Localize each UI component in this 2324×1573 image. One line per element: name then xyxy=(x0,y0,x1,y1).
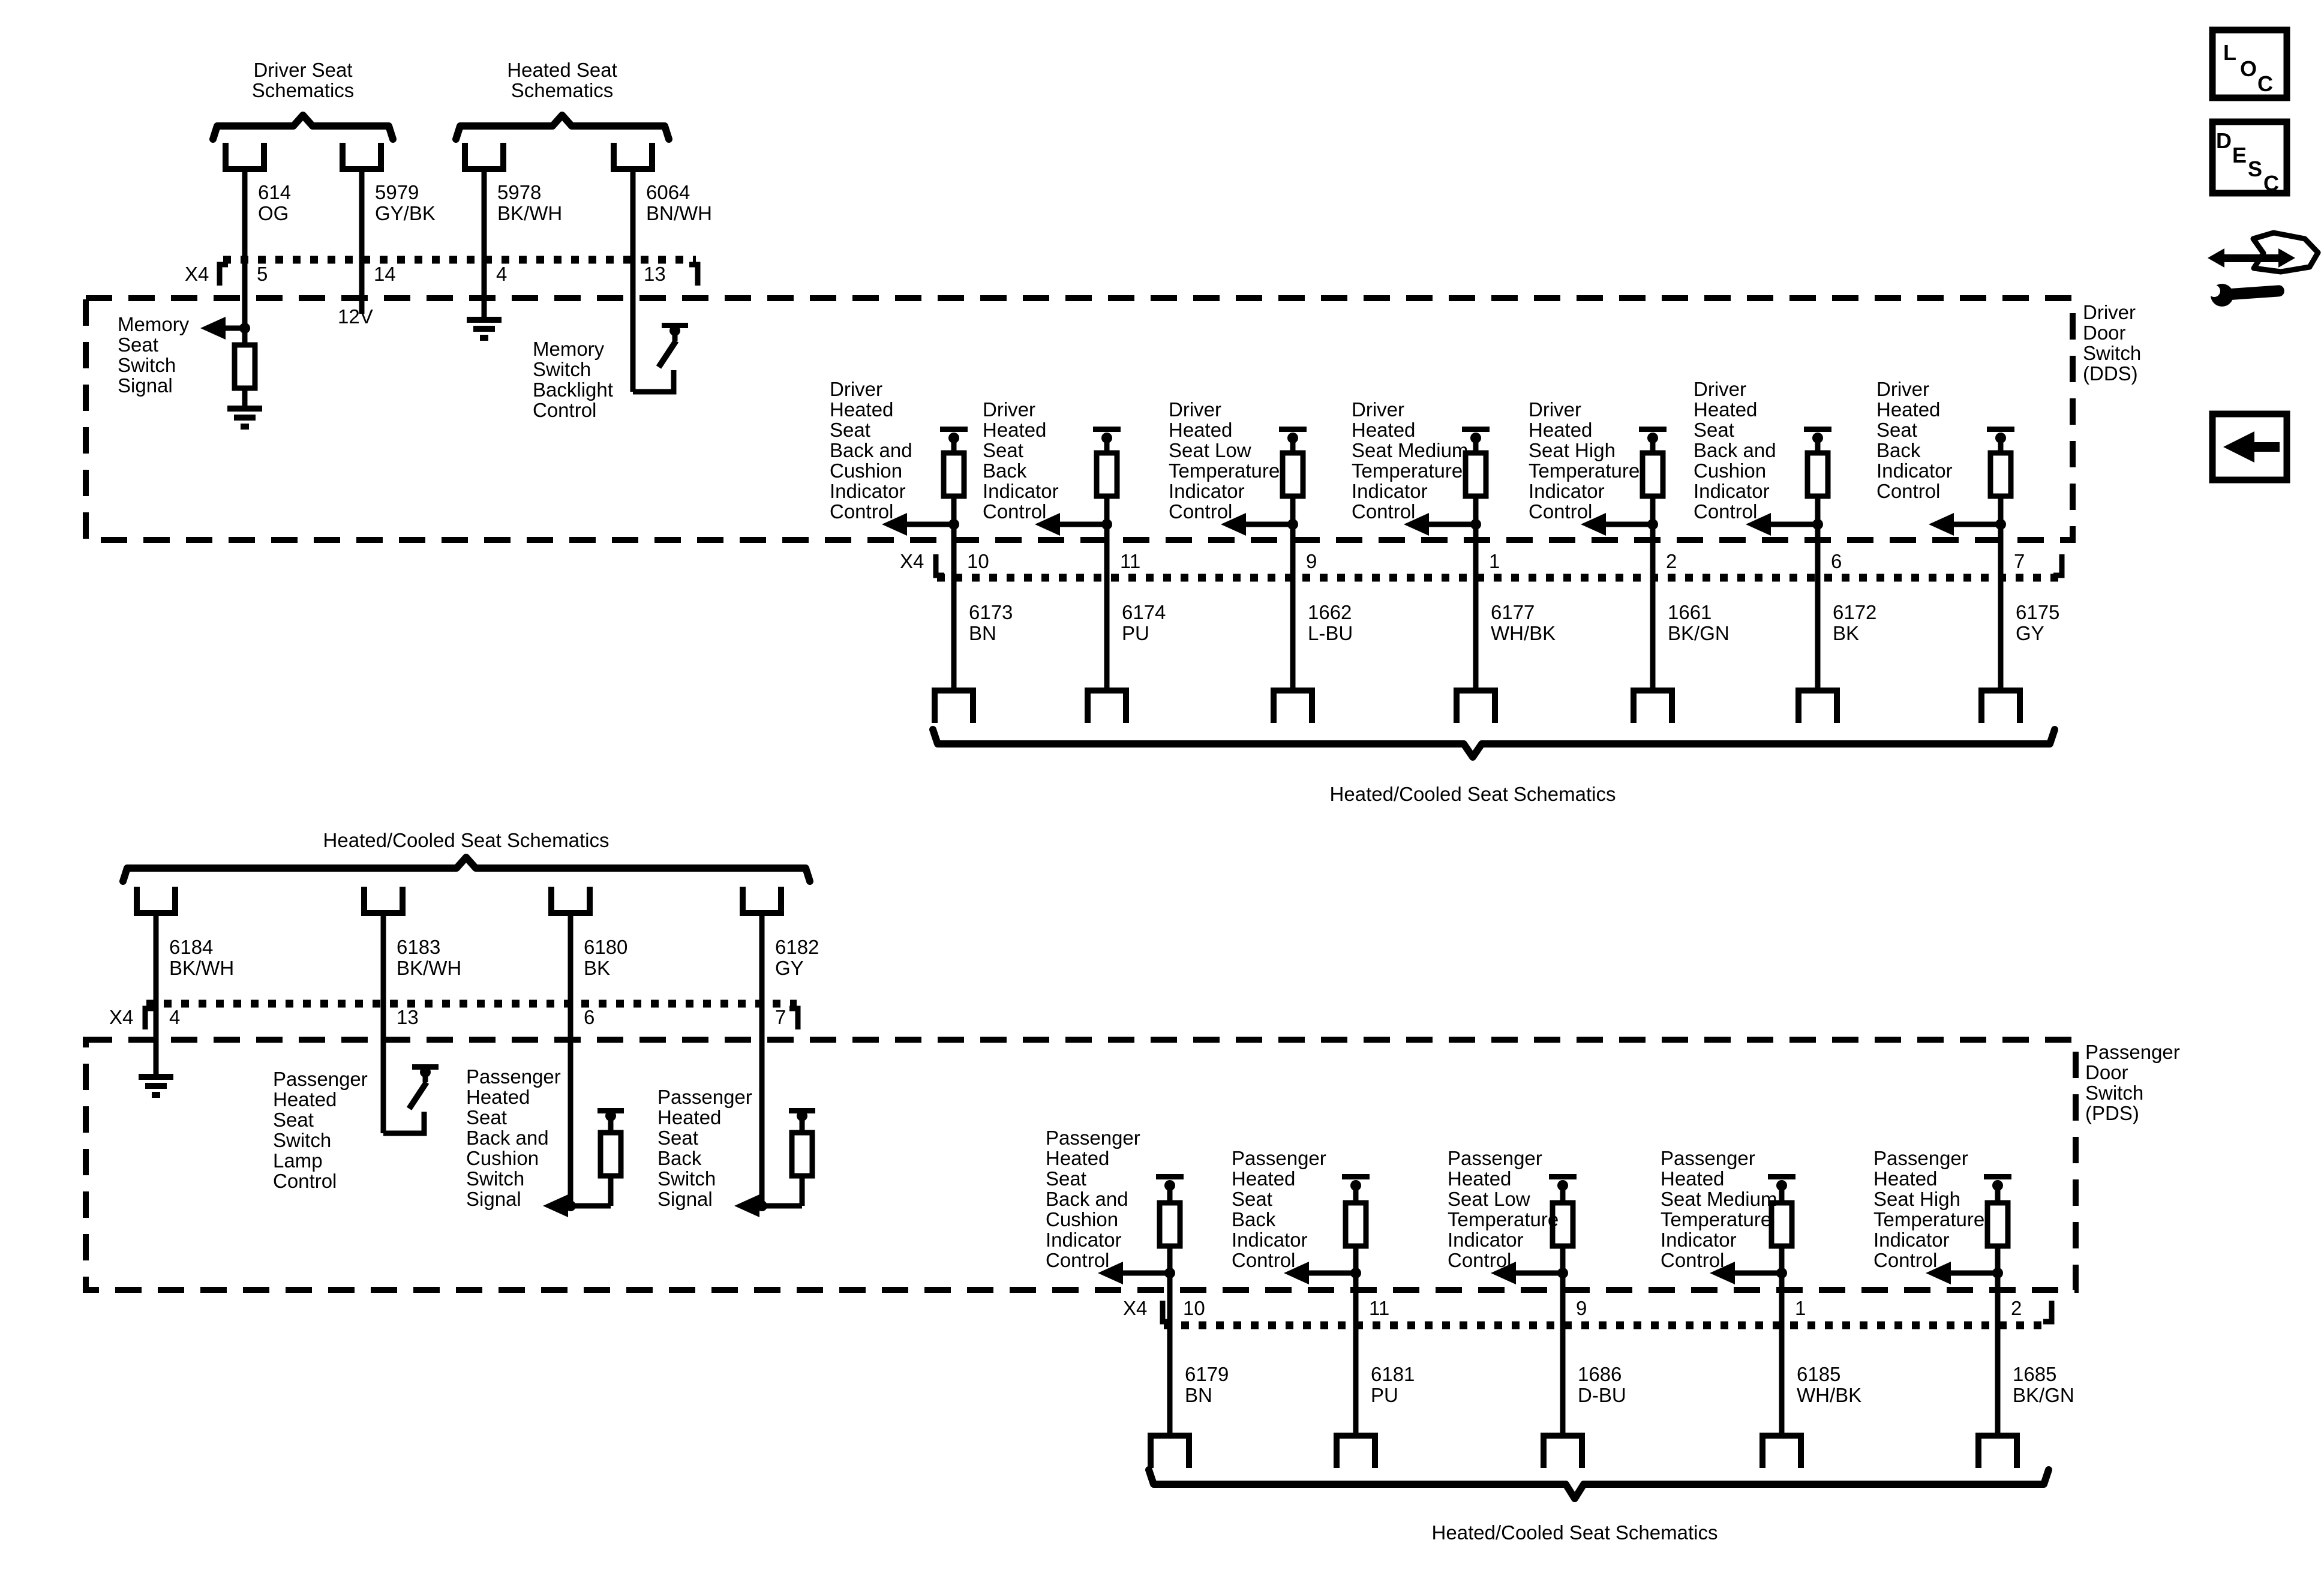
svg-text:D-BU: D-BU xyxy=(1578,1384,1626,1406)
svg-text:10: 10 xyxy=(1183,1297,1205,1319)
svg-text:6174: 6174 xyxy=(1122,601,1166,623)
svg-text:GY: GY xyxy=(2016,622,2044,644)
svg-text:6177: 6177 xyxy=(1491,601,1535,623)
heated-seat-brace xyxy=(456,115,669,139)
svg-text:6184: 6184 xyxy=(169,936,214,958)
svg-text:MemorySwitchBacklightControl: Memory Switch Backlight Control xyxy=(533,338,613,421)
svg-text:6181: 6181 xyxy=(1371,1363,1415,1385)
heated-cooled-seat-schematics-label: Heated/Cooled Seat Schematics xyxy=(1431,1521,1718,1544)
svg-text:C: C xyxy=(2257,71,2273,96)
wire-number: 5978 xyxy=(497,181,542,203)
svg-text:4: 4 xyxy=(169,1006,181,1028)
feed-column xyxy=(343,143,436,314)
svg-text:9: 9 xyxy=(1576,1297,1587,1319)
svg-text:PassengerHeatedSeat LowTempera: Passenger Heated Seat Low Temperature Indicator Control xyxy=(1448,1147,1559,1271)
indicator-column xyxy=(1694,378,1876,723)
passenger-back-cushion-switch-signal xyxy=(466,1065,624,1217)
svg-text:BK: BK xyxy=(1833,622,1860,644)
indicator-column xyxy=(1352,398,1556,723)
ground-icon xyxy=(467,320,502,338)
svg-text:11: 11 xyxy=(1120,550,1141,572)
svg-text:PU: PU xyxy=(1122,622,1149,644)
svg-text:DriverHeatedSeat LowTemperatur: Driver Heated Seat Low Temperature Indicator Control xyxy=(1169,398,1280,523)
ground-icon xyxy=(227,409,262,427)
indicator-column xyxy=(983,398,1166,723)
svg-text:DriverHeatedSeat MediumTempera: Driver Heated Seat Medium Temperature Indicator Control xyxy=(1352,398,1469,523)
svg-text:9: 9 xyxy=(1306,550,1317,572)
svg-text:WH/BK: WH/BK xyxy=(1797,1384,1862,1406)
connector-label-x4: X4 xyxy=(1123,1297,1148,1319)
resistor xyxy=(235,345,255,388)
connector-label-x4: X4 xyxy=(185,263,209,285)
svg-text:6183: 6183 xyxy=(397,936,441,958)
heated-cooled-seat-schematics-label: Heated/Cooled Seat Schematics xyxy=(1329,783,1616,805)
heated-cooled-brace xyxy=(1149,1470,2049,1499)
svg-text:E: E xyxy=(2232,143,2247,167)
svg-text:BK: BK xyxy=(584,957,611,979)
svg-text:11: 11 xyxy=(1369,1297,1390,1319)
pin-number: 5 xyxy=(257,263,268,285)
left-arrow-icon xyxy=(1929,513,1954,536)
pin-number: 13 xyxy=(644,263,666,285)
svg-text:1: 1 xyxy=(1795,1297,1806,1319)
wire-number: 614 xyxy=(258,181,292,203)
back-arrow-button[interactable] xyxy=(2212,414,2287,480)
feed-column xyxy=(226,143,291,345)
indicator-column xyxy=(1873,1147,2074,1468)
svg-text:6175: 6175 xyxy=(2016,601,2060,623)
svg-text:1661: 1661 xyxy=(1668,601,1712,623)
pin-number: 14 xyxy=(374,263,396,285)
svg-text:2: 2 xyxy=(1666,550,1677,572)
heated-seat-schematics-label: Heated Seat Schematics xyxy=(507,59,617,101)
svg-text:DriverHeatedSeatBackIndicatorC: Driver Heated Seat Back Indicator Control xyxy=(983,398,1059,523)
heated-cooled-brace xyxy=(933,730,2055,757)
loc-button[interactable] xyxy=(2212,30,2287,98)
svg-text:7: 7 xyxy=(2014,550,2025,572)
switch-blade-icon xyxy=(659,341,676,367)
driver-door-switch-box xyxy=(86,298,2073,540)
svg-text:DriverHeatedSeatBack andCushio: Driver Heated Seat Back and Cushion Indicator Control xyxy=(830,378,912,523)
svg-text:6172: 6172 xyxy=(1833,601,1877,623)
svg-text:6: 6 xyxy=(584,1006,595,1028)
svg-text:PassengerHeatedSeat HighTemper: Passenger Heated Seat High Temperature Indicator Control xyxy=(1873,1147,1985,1271)
connector-label-x4: X4 xyxy=(109,1006,134,1028)
svg-text:1685: 1685 xyxy=(2013,1363,2057,1385)
pin-number: 4 xyxy=(496,263,508,285)
svg-text:DriverHeatedSeat HighTemperatu: Driver Heated Seat High Temperature Indicator Control xyxy=(1529,398,1640,523)
indicator-column xyxy=(1876,378,2059,723)
svg-text:6182: 6182 xyxy=(775,936,819,958)
memory-seat-switch-signal xyxy=(118,313,262,427)
passenger-heated-seat-switch-lamp-control xyxy=(273,1064,439,1192)
svg-text:6: 6 xyxy=(1831,550,1842,572)
svg-text:BK/WH: BK/WH xyxy=(397,957,462,979)
wire-number: 6064 xyxy=(646,181,690,203)
svg-text:D: D xyxy=(2216,128,2232,153)
driver-seat-schematics-label: Driver Seat Schematics xyxy=(251,59,355,101)
svg-text:PassengerHeatedSeatSwitchLampC: Passenger Heated Seat Switch Lamp Control xyxy=(273,1068,368,1192)
desc-button[interactable] xyxy=(2212,122,2287,196)
wire-color: GY/BK xyxy=(375,202,436,224)
wire-color: BN/WH xyxy=(646,202,712,224)
svg-text:L-BU: L-BU xyxy=(1308,622,1353,644)
left-arrow-icon xyxy=(200,317,226,340)
svg-text:MemorySeatSwitchSignal: Memory Seat Switch Signal xyxy=(118,313,190,397)
feed-column xyxy=(465,143,562,320)
heated-cooled-brace xyxy=(123,857,810,881)
svg-text:L: L xyxy=(2223,40,2236,65)
driver-seat-brace xyxy=(213,115,393,139)
left-arrow-icon xyxy=(734,1194,759,1217)
svg-text:BK/WH: BK/WH xyxy=(169,957,235,979)
svg-text:13: 13 xyxy=(397,1006,419,1028)
feed-column xyxy=(364,887,461,1133)
svg-text:6179: 6179 xyxy=(1185,1363,1229,1385)
svg-text:GY: GY xyxy=(775,957,804,979)
switch-blade-icon xyxy=(409,1082,427,1109)
left-arrow-icon xyxy=(543,1194,568,1217)
indicator-column xyxy=(1169,398,1353,723)
svg-text:1662: 1662 xyxy=(1308,601,1352,623)
svg-text:PassengerHeatedSeatBackSwitchS: Passenger Heated Seat Back Switch Signal xyxy=(657,1086,752,1210)
heated-cooled-seat-schematics-label: Heated/Cooled Seat Schematics xyxy=(323,829,609,851)
ground-icon xyxy=(139,1077,173,1095)
svg-text:2: 2 xyxy=(2011,1297,2022,1319)
svg-text:DriverHeatedSeatBack andCushio: Driver Heated Seat Back and Cushion Indicator Control xyxy=(1694,378,1776,523)
svg-text:10: 10 xyxy=(967,550,989,572)
indicator-column xyxy=(1448,1147,1626,1468)
svg-text:C: C xyxy=(2263,171,2279,196)
svg-text:WH/BK: WH/BK xyxy=(1491,622,1556,644)
feed-column xyxy=(137,887,234,1077)
svg-text:PassengerHeatedSeatBackIndicat: Passenger Heated Seat Back Indicator Control xyxy=(1232,1147,1326,1271)
wire-color: BK/WH xyxy=(497,202,563,224)
svg-text:BK/GN: BK/GN xyxy=(1668,622,1730,644)
indicator-column xyxy=(1661,1147,1861,1468)
connector-label-x4: X4 xyxy=(900,550,924,572)
svg-text:BN: BN xyxy=(969,622,996,644)
svg-text:O: O xyxy=(2240,56,2257,81)
svg-text:7: 7 xyxy=(775,1006,786,1028)
svg-text:6173: 6173 xyxy=(969,601,1013,623)
svg-text:1: 1 xyxy=(1489,550,1500,572)
svg-text:BN: BN xyxy=(1185,1384,1212,1406)
wrench-glyph xyxy=(2203,284,2284,307)
svg-text:DriverHeatedSeatBackIndicatorC: Driver Heated Seat Back Indicator Control xyxy=(1876,378,1953,502)
wire-color: OG xyxy=(258,202,289,224)
svg-text:BK/GN: BK/GN xyxy=(2013,1384,2074,1406)
indicator-column xyxy=(1232,1147,1415,1468)
svg-text:PassengerHeatedSeatBack andCus: Passenger Heated Seat Back and Cushion Switch Signal xyxy=(466,1065,561,1210)
svg-text:6180: 6180 xyxy=(584,936,628,958)
svg-text:6185: 6185 xyxy=(1797,1363,1841,1385)
twelve-volt-label: 12V xyxy=(338,305,373,328)
svg-text:S: S xyxy=(2248,157,2263,181)
svg-text:PU: PU xyxy=(1371,1384,1398,1406)
repair-wrench-icon[interactable] xyxy=(2203,233,2318,307)
svg-text:PassengerHeatedSeat MediumTemp: Passenger Heated Seat Medium Temperature Indicator Control xyxy=(1661,1147,1777,1271)
svg-text:PassengerHeatedSeatBack andCus: Passenger Heated Seat Back and Cushion Indicator Control xyxy=(1046,1127,1140,1271)
driver-door-switch-label: Driver Door Switch (DDS) xyxy=(2083,301,2142,385)
passenger-door-switch-label: Passenger Door Switch (PDS) xyxy=(2085,1041,2180,1124)
passenger-back-switch-signal xyxy=(657,1086,815,1217)
svg-text:1686: 1686 xyxy=(1578,1363,1622,1385)
wire-number: 5979 xyxy=(375,181,419,203)
memory-switch-backlight-control xyxy=(533,323,688,421)
